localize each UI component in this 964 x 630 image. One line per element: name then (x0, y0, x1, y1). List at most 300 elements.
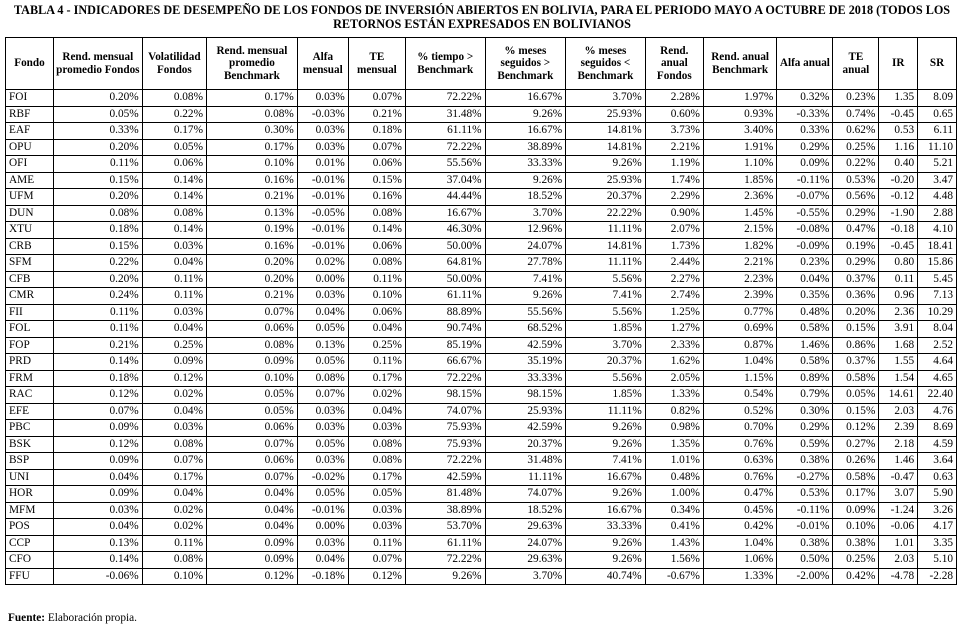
value-cell: 50.00% (405, 271, 485, 288)
table-row (6, 387, 957, 404)
value-cell: 3.91 (879, 321, 918, 338)
fund-code-cell: FOP (6, 337, 54, 354)
value-cell: 55.56% (485, 304, 566, 321)
value-cell: 1.33% (703, 568, 776, 585)
table-row (6, 502, 957, 519)
value-cell: 0.63% (703, 453, 776, 470)
value-cell: 0.21% (348, 106, 405, 123)
source-text: Elaboración propia. (47, 612, 137, 624)
value-cell: 0.03% (348, 519, 405, 536)
table-row (6, 304, 957, 321)
value-cell: 1.97% (703, 90, 776, 107)
fund-code-cell: AME (6, 172, 54, 189)
value-cell: 75.93% (405, 420, 485, 437)
value-cell: 29.63% (485, 519, 566, 536)
fund-code-cell: CCP (6, 535, 54, 552)
fund-code-cell: SFM (6, 255, 54, 272)
column-header: Rend. anual Benchmark (703, 38, 776, 90)
value-cell: 0.02% (142, 519, 206, 536)
value-cell: 0.11% (142, 271, 206, 288)
value-cell: 0.56% (833, 189, 879, 206)
value-cell: 0.09% (207, 354, 298, 371)
value-cell: 2.03 (879, 403, 918, 420)
value-cell: 0.90% (645, 205, 703, 222)
value-cell: 9.26% (566, 156, 646, 173)
value-cell: 0.77% (703, 304, 776, 321)
value-cell: 5.56% (566, 370, 646, 387)
value-cell: 0.11% (142, 535, 206, 552)
value-cell: 0.09% (142, 354, 206, 371)
column-header: % meses seguidos > Benchmark (485, 38, 566, 90)
value-cell: -0.01% (297, 172, 348, 189)
value-cell: 0.33% (777, 123, 833, 140)
value-cell: 1.01% (645, 453, 703, 470)
value-cell: 2.36 (879, 304, 918, 321)
fund-code-cell: EFE (6, 403, 54, 420)
value-cell: 1.16 (879, 139, 918, 156)
value-cell: -0.01% (297, 222, 348, 239)
value-cell: 0.16% (207, 238, 298, 255)
value-cell: -1.24 (879, 502, 918, 519)
value-cell: 53.70% (405, 519, 485, 536)
value-cell: 1.85% (566, 387, 646, 404)
value-cell: 0.30% (207, 123, 298, 140)
value-cell: 0.23% (833, 90, 879, 107)
value-cell: 0.05% (297, 486, 348, 503)
value-cell: 42.59% (485, 420, 566, 437)
value-cell: 74.07% (405, 403, 485, 420)
value-cell: 15.86 (918, 255, 957, 272)
column-header: % meses seguidos < Benchmark (566, 38, 646, 90)
value-cell: 3.64 (918, 453, 957, 470)
value-cell: 98.15% (405, 387, 485, 404)
table-row (6, 420, 957, 437)
column-header: Rend. anual Fondos (645, 38, 703, 90)
source-label: Fuente: (8, 612, 46, 624)
value-cell: 66.67% (405, 354, 485, 371)
column-header: Rend. mensual promedio Fondos (53, 38, 142, 90)
value-cell: -0.33% (777, 106, 833, 123)
value-cell: 2.88 (918, 205, 957, 222)
value-cell: 0.79% (777, 387, 833, 404)
value-cell: 0.63 (918, 469, 957, 486)
value-cell: 0.17% (348, 370, 405, 387)
value-cell: 0.80 (879, 255, 918, 272)
value-cell: 0.34% (645, 502, 703, 519)
value-cell: 12.96% (485, 222, 566, 239)
table-row (6, 238, 957, 255)
value-cell: 0.06% (348, 238, 405, 255)
value-cell: 2.27% (645, 271, 703, 288)
value-cell: 5.90 (918, 486, 957, 503)
value-cell: 0.08% (142, 90, 206, 107)
value-cell: 0.13% (53, 535, 142, 552)
value-cell: 0.12% (833, 420, 879, 437)
value-cell: 1.01 (879, 535, 918, 552)
value-cell: 0.18% (53, 222, 142, 239)
fund-code-cell: FOI (6, 90, 54, 107)
value-cell: 38.89% (405, 502, 485, 519)
table-row (6, 123, 957, 140)
table-row (6, 535, 957, 552)
value-cell: 25.93% (566, 106, 646, 123)
table-row (6, 139, 957, 156)
value-cell: 0.14% (142, 172, 206, 189)
table-row (6, 106, 957, 123)
value-cell: 11.11% (485, 469, 566, 486)
value-cell: 0.17% (207, 139, 298, 156)
value-cell: 0.19% (833, 238, 879, 255)
column-header: TE mensual (348, 38, 405, 90)
value-cell: 5.56% (566, 304, 646, 321)
value-cell: 0.14% (53, 354, 142, 371)
column-header: Volatilidad Fondos (142, 38, 206, 90)
value-cell: 0.03% (297, 403, 348, 420)
value-cell: 0.25% (142, 337, 206, 354)
fund-code-cell: CRB (6, 238, 54, 255)
value-cell: 16.67% (485, 123, 566, 140)
value-cell: 0.38% (833, 535, 879, 552)
value-cell: 16.67% (485, 90, 566, 107)
value-cell: 0.17% (207, 90, 298, 107)
value-cell: 68.52% (485, 321, 566, 338)
value-cell: 0.87% (703, 337, 776, 354)
value-cell: 0.35% (777, 288, 833, 305)
fund-code-cell: CFO (6, 552, 54, 569)
value-cell: 0.02% (297, 255, 348, 272)
column-header: IR (879, 38, 918, 90)
column-header: Alfa anual (777, 38, 833, 90)
value-cell: 2.44% (645, 255, 703, 272)
value-cell: 33.33% (485, 370, 566, 387)
value-cell: 7.13 (918, 288, 957, 305)
value-cell: 25.93% (566, 172, 646, 189)
value-cell: 0.12% (348, 568, 405, 585)
value-cell: 0.10% (348, 288, 405, 305)
value-cell: 7.41% (566, 453, 646, 470)
value-cell: -0.03% (297, 106, 348, 123)
value-cell: 2.39% (703, 288, 776, 305)
value-cell: 0.12% (207, 568, 298, 585)
value-cell: 0.08% (348, 205, 405, 222)
value-cell: 16.67% (566, 469, 646, 486)
value-cell: -0.11% (777, 172, 833, 189)
value-cell: 0.20% (53, 189, 142, 206)
value-cell: 0.32% (777, 90, 833, 107)
value-cell: 2.52 (918, 337, 957, 354)
value-cell: 5.56% (566, 271, 646, 288)
value-cell: 0.20% (53, 139, 142, 156)
value-cell: 0.04% (297, 304, 348, 321)
value-cell: 0.08% (142, 436, 206, 453)
value-cell: 0.04% (53, 519, 142, 536)
value-cell: 0.42% (833, 568, 879, 585)
value-cell: 72.22% (405, 370, 485, 387)
value-cell: 0.20% (53, 271, 142, 288)
value-cell: 31.48% (405, 106, 485, 123)
value-cell: 2.15% (703, 222, 776, 239)
value-cell: 0.07% (207, 436, 298, 453)
value-cell: 0.04% (53, 469, 142, 486)
value-cell: 72.22% (405, 90, 485, 107)
value-cell: -0.55% (777, 205, 833, 222)
column-header: Alfa mensual (297, 38, 348, 90)
value-cell: 16.67% (405, 205, 485, 222)
value-cell: 0.16% (348, 189, 405, 206)
value-cell: 0.03% (297, 288, 348, 305)
value-cell: 35.19% (485, 354, 566, 371)
value-cell: 0.04% (348, 321, 405, 338)
value-cell: 40.74% (566, 568, 646, 585)
value-cell: 0.11% (53, 321, 142, 338)
value-cell: 14.81% (566, 139, 646, 156)
value-cell: 0.04% (142, 255, 206, 272)
value-cell: 0.96 (879, 288, 918, 305)
value-cell: 3.47 (918, 172, 957, 189)
value-cell: 0.07% (142, 453, 206, 470)
table-row (6, 436, 957, 453)
value-cell: 0.58% (777, 321, 833, 338)
value-cell: 0.48% (645, 469, 703, 486)
value-cell: 1.46% (777, 337, 833, 354)
value-cell: 75.93% (405, 436, 485, 453)
value-cell: 0.04% (142, 321, 206, 338)
value-cell: 0.04% (207, 519, 298, 536)
value-cell: 20.37% (566, 354, 646, 371)
value-cell: 1.91% (703, 139, 776, 156)
fund-code-cell: FOL (6, 321, 54, 338)
value-cell: 0.08% (142, 552, 206, 569)
value-cell: -0.06% (53, 568, 142, 585)
value-cell: 0.03% (297, 453, 348, 470)
value-cell: -0.27% (777, 469, 833, 486)
value-cell: 0.00% (297, 519, 348, 536)
value-cell: -0.02% (297, 469, 348, 486)
value-cell: 0.03% (297, 535, 348, 552)
value-cell: -0.67% (645, 568, 703, 585)
value-cell: 9.26% (485, 288, 566, 305)
value-cell: 0.22% (53, 255, 142, 272)
value-cell: 0.11% (348, 354, 405, 371)
value-cell: 0.06% (207, 321, 298, 338)
value-cell: 0.07% (348, 90, 405, 107)
source-note (8, 612, 137, 624)
value-cell: 61.11% (405, 123, 485, 140)
value-cell: 8.04 (918, 321, 957, 338)
value-cell: -0.01% (777, 519, 833, 536)
value-cell: 20.37% (485, 436, 566, 453)
value-cell: 5.10 (918, 552, 957, 569)
value-cell: 18.52% (485, 189, 566, 206)
value-cell: 0.21% (207, 288, 298, 305)
value-cell: -0.45 (879, 106, 918, 123)
value-cell: 1.46 (879, 453, 918, 470)
value-cell: 1.73% (645, 238, 703, 255)
value-cell: 1.85% (703, 172, 776, 189)
value-cell: 0.02% (142, 502, 206, 519)
value-cell: 0.03% (297, 123, 348, 140)
value-cell: -4.78 (879, 568, 918, 585)
value-cell: 25.93% (485, 403, 566, 420)
value-cell: 0.17% (142, 123, 206, 140)
value-cell: 0.11% (348, 271, 405, 288)
fund-code-cell: FII (6, 304, 54, 321)
value-cell: -0.09% (777, 238, 833, 255)
value-cell: 0.11% (142, 288, 206, 305)
value-cell: -0.47 (879, 469, 918, 486)
value-cell: 1.82% (703, 238, 776, 255)
value-cell: 3.26 (918, 502, 957, 519)
value-cell: 27.78% (485, 255, 566, 272)
value-cell: 0.76% (703, 436, 776, 453)
value-cell: 0.27% (833, 436, 879, 453)
column-header: TE anual (833, 38, 879, 90)
value-cell: 0.13% (297, 337, 348, 354)
value-cell: 0.30% (777, 403, 833, 420)
value-cell: 0.11% (53, 304, 142, 321)
value-cell: 2.05% (645, 370, 703, 387)
value-cell: 33.33% (485, 156, 566, 173)
value-cell: 0.04% (207, 502, 298, 519)
value-cell: 0.14% (53, 552, 142, 569)
value-cell: 10.29 (918, 304, 957, 321)
value-cell: 0.48% (777, 304, 833, 321)
value-cell: 18.41 (918, 238, 957, 255)
value-cell: 0.15% (348, 172, 405, 189)
value-cell: 1.33% (645, 387, 703, 404)
value-cell: 4.10 (918, 222, 957, 239)
table-row (6, 403, 957, 420)
value-cell: 61.11% (405, 535, 485, 552)
table-row (6, 354, 957, 371)
value-cell: 0.24% (53, 288, 142, 305)
value-cell: 4.65 (918, 370, 957, 387)
fund-code-cell: EAF (6, 123, 54, 140)
fund-code-cell: CMR (6, 288, 54, 305)
value-cell: 0.42% (703, 519, 776, 536)
value-cell: 0.15% (833, 321, 879, 338)
value-cell: 0.29% (777, 139, 833, 156)
value-cell: 1.54 (879, 370, 918, 387)
value-cell: 3.07 (879, 486, 918, 503)
value-cell: 11.11% (566, 403, 646, 420)
value-cell: 0.08% (207, 337, 298, 354)
value-cell: 11.10 (918, 139, 957, 156)
fund-code-cell: PBC (6, 420, 54, 437)
value-cell: -0.18 (879, 222, 918, 239)
value-cell: 0.09% (777, 156, 833, 173)
value-cell: 5.21 (918, 156, 957, 173)
value-cell: 0.07% (207, 304, 298, 321)
value-cell: 0.52% (703, 403, 776, 420)
value-cell: 0.11 (879, 271, 918, 288)
fund-code-cell: OPU (6, 139, 54, 156)
value-cell: 0.12% (53, 436, 142, 453)
value-cell: 90.74% (405, 321, 485, 338)
value-cell: 22.22% (566, 205, 646, 222)
value-cell: -0.07% (777, 189, 833, 206)
value-cell: 0.70% (703, 420, 776, 437)
value-cell: -2.28 (918, 568, 957, 585)
value-cell: -0.06 (879, 519, 918, 536)
value-cell: 7.41% (566, 288, 646, 305)
value-cell: 0.08% (297, 370, 348, 387)
fund-code-cell: DUN (6, 205, 54, 222)
value-cell: 0.05% (833, 387, 879, 404)
value-cell: -0.01% (297, 189, 348, 206)
value-cell: 1.43% (645, 535, 703, 552)
table-body (6, 90, 957, 585)
value-cell: 0.08% (207, 106, 298, 123)
value-cell: 0.08% (348, 453, 405, 470)
value-cell: 3.70% (485, 568, 566, 585)
value-cell: 0.10% (207, 370, 298, 387)
value-cell: 0.20% (833, 304, 879, 321)
value-cell: 0.08% (348, 255, 405, 272)
table-row (6, 189, 957, 206)
value-cell: 0.05% (297, 354, 348, 371)
fund-code-cell: MFM (6, 502, 54, 519)
value-cell: 7.41% (485, 271, 566, 288)
table-row (6, 222, 957, 239)
value-cell: 0.50% (777, 552, 833, 569)
value-cell: 3.40% (703, 123, 776, 140)
value-cell: 44.44% (405, 189, 485, 206)
value-cell: 0.62% (833, 123, 879, 140)
value-cell: 0.20% (207, 271, 298, 288)
value-cell: 0.37% (833, 354, 879, 371)
value-cell: 0.04% (142, 486, 206, 503)
fund-code-cell: RAC (6, 387, 54, 404)
table-row (6, 90, 957, 107)
value-cell: 0.21% (207, 189, 298, 206)
value-cell: 0.08% (142, 205, 206, 222)
value-cell: 0.54% (703, 387, 776, 404)
value-cell: 0.17% (142, 469, 206, 486)
value-cell: 0.06% (142, 156, 206, 173)
value-cell: 24.07% (485, 535, 566, 552)
value-cell: 0.05% (297, 321, 348, 338)
value-cell: 2.36% (703, 189, 776, 206)
value-cell: 0.13% (207, 205, 298, 222)
value-cell: 0.76% (703, 469, 776, 486)
value-cell: 0.02% (348, 387, 405, 404)
value-cell: 9.26% (566, 420, 646, 437)
value-cell: 0.20% (53, 90, 142, 107)
value-cell: 0.08% (53, 205, 142, 222)
value-cell: 2.28% (645, 90, 703, 107)
value-cell: 0.10% (833, 519, 879, 536)
value-cell: 1.62% (645, 354, 703, 371)
value-cell: 0.14% (348, 222, 405, 239)
value-cell: 0.03% (348, 420, 405, 437)
value-cell: 0.29% (833, 255, 879, 272)
value-cell: 1.15% (703, 370, 776, 387)
value-cell: 8.69 (918, 420, 957, 437)
value-cell: 0.07% (207, 469, 298, 486)
value-cell: 1.74% (645, 172, 703, 189)
value-cell: 0.04% (348, 403, 405, 420)
value-cell: 1.35% (645, 436, 703, 453)
value-cell: 0.22% (142, 106, 206, 123)
fund-code-cell: FRM (6, 370, 54, 387)
value-cell: 1.10% (703, 156, 776, 173)
value-cell: 4.76 (918, 403, 957, 420)
performance-table (5, 37, 957, 585)
value-cell: 5.45 (918, 271, 957, 288)
value-cell: 0.06% (207, 453, 298, 470)
value-cell: 37.04% (405, 172, 485, 189)
